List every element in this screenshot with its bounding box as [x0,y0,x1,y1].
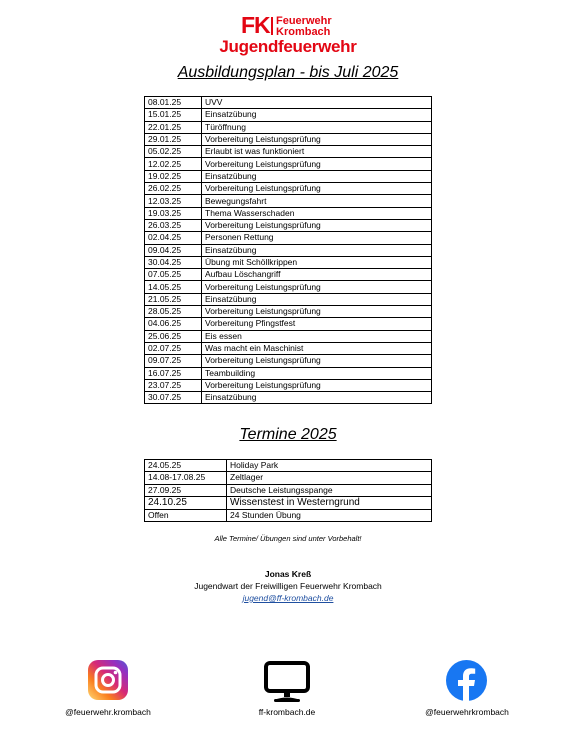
termine-row [145,472,432,484]
plan-row [145,281,432,293]
termine-event-cell: 24 Stunden Übung [227,509,432,521]
plan-row [145,392,432,404]
plan-date-cell: 28.05.25 [145,306,202,318]
website-caption: ff-krombach.de [258,707,316,717]
plan-date-cell: 02.07.25 [145,342,202,354]
plan-date-cell: 25.06.25 [145,330,202,342]
monitor-icon[interactable] [262,659,312,703]
plan-row [145,306,432,318]
plan-row [145,330,432,342]
plan-row [145,232,432,244]
plan-row [145,379,432,391]
termine-date-cell: Offen [145,509,227,521]
plan-row [145,244,432,256]
plan-row [145,170,432,182]
plan-row [145,121,432,133]
plan-topic-cell: Türöffnung [202,121,432,133]
plan-row [145,158,432,170]
plan-topic-cell: Übung mit Schöllkrippen [202,256,432,268]
plan-date-cell: 21.05.25 [145,293,202,305]
plan-date-cell: 19.03.25 [145,207,202,219]
plan-topic-cell: Teambuilding [202,367,432,379]
plan-row [145,355,432,367]
fk-logo [218,12,358,58]
plan-date-cell: 22.01.25 [145,121,202,133]
termine-date-cell: 24.05.25 [145,460,227,472]
plan-date-cell: 05.02.25 [145,146,202,158]
plan-topic-cell: Vorbereitung Pfingstfest [202,318,432,330]
plan-row [145,219,432,231]
disclaimer-note: Alle Termine/ Übungen sind unter Vorbehalt! [214,534,362,543]
termine-event-cell: Zeltlager [227,472,432,484]
dates-heading: Termine 2025 [239,426,337,443]
plan-date-cell: 08.01.25 [145,97,202,109]
plan-topic-cell: Einsatzübung [202,109,432,121]
plan-row [145,109,432,121]
plan-date-cell: 04.06.25 [145,318,202,330]
plan-date-cell: 07.05.25 [145,269,202,281]
plan-row [145,367,432,379]
plan-row [145,269,432,281]
signature-name: Jonas Kreß [264,569,312,579]
plan-topic-cell: Vorbereitung Leistungsprüfung [202,133,432,145]
plan-topic-cell: Was macht ein Maschinist [202,342,432,354]
plan-topic-cell: Vorbereitung Leistungsprüfung [202,183,432,195]
plan-row [145,195,432,207]
plan-row [145,256,432,268]
plan-topic-cell: Einsatzübung [202,392,432,404]
plan-topic-cell: Einsatzübung [202,170,432,182]
plan-topic-cell: Einsatzübung [202,293,432,305]
logo-subtitle: Jugendfeuerwehr [219,37,357,56]
instagram-handle: @feuerwehr.krombach [65,707,151,717]
plan-date-cell: 16.07.25 [145,367,202,379]
plan-topic-cell: UVV [202,97,432,109]
plan-date-cell: 26.02.25 [145,183,202,195]
plan-topic-cell: Bewegungsfahrt [202,195,432,207]
plan-topic-cell: Vorbereitung Leistungsprüfung [202,379,432,391]
plan-row [145,97,432,109]
plan-row [145,207,432,219]
plan-date-cell: 14.05.25 [145,281,202,293]
plan-date-cell: 19.02.25 [145,170,202,182]
termine-date-cell: 14.08-17.08.25 [145,472,227,484]
facebook-icon[interactable] [446,660,487,701]
plan-topic-cell: Vorbereitung Leistungsprüfung [202,158,432,170]
training-plan-table [144,96,432,404]
plan-row [145,133,432,145]
termine-date-cell: 24.10.25 [145,496,227,509]
plan-topic-cell: Eis essen [202,330,432,342]
termine-event-cell: Deutsche Leistungsspange [227,484,432,496]
termine-row [145,484,432,496]
plan-row [145,183,432,195]
termine-row [145,460,432,472]
logo-divider [271,17,273,35]
plan-topic-cell: Vorbereitung Leistungsprüfung [202,355,432,367]
plan-date-cell: 02.04.25 [145,232,202,244]
facebook-handle: @feuerwehrkrombach [425,707,509,717]
termine-date-cell: 27.09.25 [145,484,227,496]
termine-row [145,509,432,521]
plan-row [145,318,432,330]
plan-row [145,293,432,305]
dates-table [144,459,432,522]
plan-date-cell: 12.02.25 [145,158,202,170]
plan-topic-cell: Personen Rettung [202,232,432,244]
plan-date-cell: 30.07.25 [145,392,202,404]
instagram-icon[interactable] [88,660,128,700]
plan-row [145,342,432,354]
plan-topic-cell: Aufbau Löschangriff [202,269,432,281]
plan-date-cell: 23.07.25 [145,379,202,391]
plan-date-cell: 12.03.25 [145,195,202,207]
plan-date-cell: 26.03.25 [145,219,202,231]
logo-line1: Feuerwehr [276,15,332,27]
plan-topic-cell: Thema Wasserschaden [202,207,432,219]
termine-row [145,496,432,509]
signature-email-link[interactable]: jugend@ff-krombach.de [242,593,334,603]
signature-role: Jugendwart der Freiwilligen Feuerwehr Krombach [194,581,382,591]
plan-topic-cell: Vorbereitung Leistungsprüfung [202,281,432,293]
plan-date-cell: 09.07.25 [145,355,202,367]
plan-topic-cell: Erlaubt ist was funktioniert [202,146,432,158]
logo-mark: FK [241,12,270,38]
termine-event-cell: Wissenstest in Westerngrund [227,496,432,509]
training-plan-heading: Ausbildungsplan - bis Juli 2025 [177,64,399,81]
termine-event-cell: Holiday Park [227,460,432,472]
plan-topic-cell: Vorbereitung Leistungsprüfung [202,219,432,231]
plan-topic-cell: Vorbereitung Leistungsprüfung [202,306,432,318]
plan-date-cell: 15.01.25 [145,109,202,121]
logo-line2: Krombach [276,26,331,38]
plan-row [145,146,432,158]
plan-date-cell: 09.04.25 [145,244,202,256]
plan-date-cell: 29.01.25 [145,133,202,145]
plan-date-cell: 30.04.25 [145,256,202,268]
plan-topic-cell: Einsatzübung [202,244,432,256]
